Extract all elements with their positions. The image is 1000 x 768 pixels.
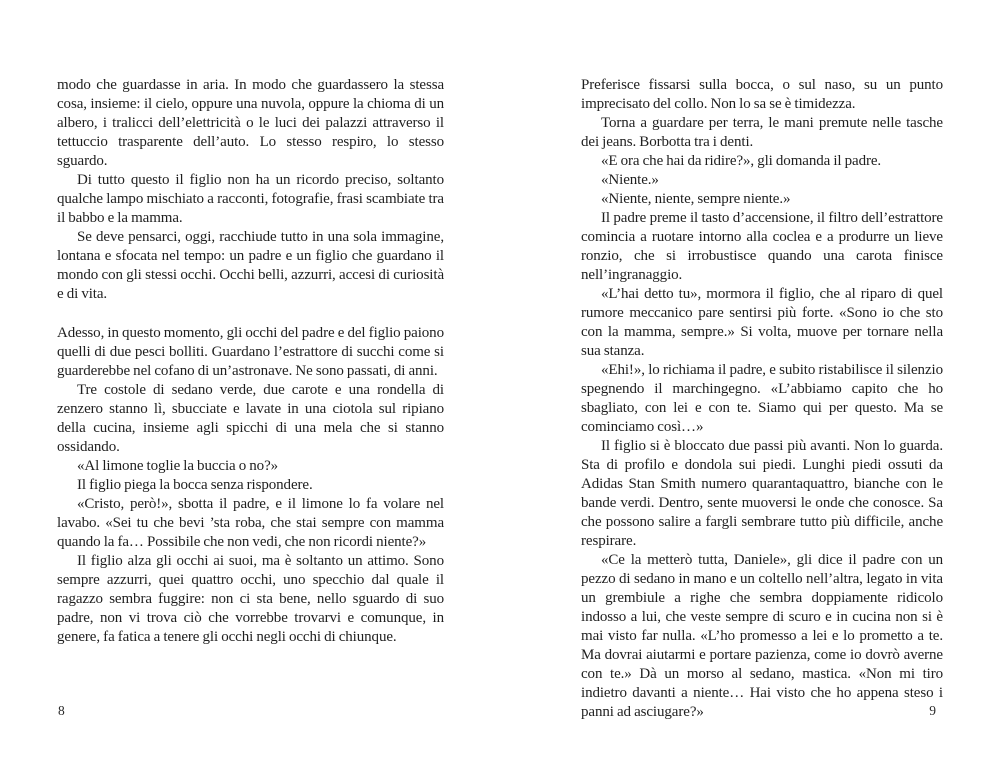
right-page-text: [581, 76, 943, 722]
paragraph: Se deve pensarci, oggi, racchiude tutto in una sola immagine, lontana e sfocata nel tempo: un padre e un figlio che guardano il mondo con gli stessi occhi. Occhi belli, azzurri, accesi di curiosità e di vita.: [57, 229, 444, 302]
paragraph: Adesso, in questo momento, gli occhi del padre e del figlio paiono quelli di due pesci bolliti. Guardano l’estrattore di succhi come si guarderebbe nel cofano di un’astronave. Ne sono passati, di anni.: [57, 325, 444, 379]
paragraph: Il figlio alza gli occhi ai suoi, ma è soltanto un attimo. Sono sempre azzurri, quei quattro occhi, uno specchio dal quale il ragazzo sembra fuggire: non ci sta bene, nello sguardo di suo padre, non vi trova ciò che vorrebbe trovarvi e comunque, in genere, fa fatica a tenere gli occhi negli occhi di chiunque.: [57, 553, 444, 645]
paragraph: «Cristo, però!», sbotta il padre, e il limone lo fa volare nel lavabo. «Sei tu che bevi ’sta roba, che stai sempre con mamma quando la fa… Possibile che non vedi, che non ricordi niente?»: [57, 496, 444, 550]
paragraph: «Ce la metterò tutta, Daniele», gli dice il padre con un pezzo di sedano in mano e un coltello nell’altra, legato in vita un grembiule a righe che sembra doppiamente ridicolo indosso a lui, che veste sempre di scuro e in cucina non si è mai visto far nulla. «L’ho promesso a lei e lo prometto a te. Ma dovrai aiutarmi e portare pazienza, come io dovrò averne con te.» Dà un morso al sedano, mastica. «Non mi tiro indietro davanti a niente… Hai visto che ho appena steso i panni ad asciugare?»: [581, 552, 943, 720]
paragraph: Tre costole di sedano verde, due carote e una rondella di zenzero stanno lì, sbucciate e lavate in una ciotola sul ripiano della cucina, insieme agli spicchi di una mela che si stanno ossidando.: [57, 382, 444, 455]
paragraph: «E ora che hai da ridire?», gli domanda il padre.: [601, 153, 882, 169]
paragraph: Preferisce fissarsi sulla bocca, o sul naso, su un punto imprecisato del collo. Non lo sa se è timidezza.: [581, 77, 943, 112]
paragraph: Il padre preme il tasto d’accensione, il filtro dell’estrattore comincia a ruotare intorno alla coclea e a produrre un lieve ronzio, che si irrobustisce quando una carota finisce nell’ingranaggio.: [581, 210, 943, 283]
page-number: 9: [929, 703, 936, 718]
paragraph: «Niente.»: [601, 172, 659, 188]
paragraph: Il figlio piega la bocca senza rispondere.: [77, 477, 313, 493]
paragraph: «L’hai detto tu», mormora il figlio, che al riparo di quel rumore meccanico pare sentirsi più forte. «Sono io che sto con la mamma, sempre.» Si volta, muove per tornare nella sua stanza.: [581, 286, 943, 359]
paragraph: «Al limone toglie la buccia o no?»: [77, 458, 279, 474]
paragraph: «Ehi!», lo richiama il padre, e subito ristabilisce il silenzio spegnendo il marchingegno. «L’abbiamo capito che ho sbagliato, con lei e con te. Siamo qui per questo. Ma se cominciamo così…»: [581, 362, 943, 435]
paragraph: Il figlio si è bloccato due passi più avanti. Non lo guarda. Sta di profilo e dondola sui piedi. Lunghi piedi ossuti da Adidas Stan Smith numero quarantaquattro, bianche con le bande verdi. Dentro, sente muoversi le onde che conosce. Sa che possono salire a fargli sembrare tutto più difficile, anche respirare.: [581, 438, 943, 549]
paragraph: modo che guardasse in aria. In modo che guardassero la stessa cosa, insieme: il cielo, oppure una nuvola, oppure la chioma di un albero, i tralicci dell’elettricità o le luci dei palazzi attraverso il tettuccio trasparente dell’auto. Lo stesso respiro, lo stesso sguardo.: [57, 77, 444, 169]
left-page-text: [57, 76, 444, 647]
paragraph: Di tutto questo il figlio non ha un ricordo preciso, soltanto qualche lampo mischiato a racconti, fotografie, frasi scambiate tra il babbo e la mamma.: [57, 172, 444, 226]
paragraph: Torna a guardare per terra, le mani premute nelle tasche dei jeans. Borbotta tra i denti.: [581, 115, 943, 150]
paragraph: «Niente, niente, sempre niente.»: [601, 191, 791, 207]
page-number: 8: [58, 703, 65, 718]
